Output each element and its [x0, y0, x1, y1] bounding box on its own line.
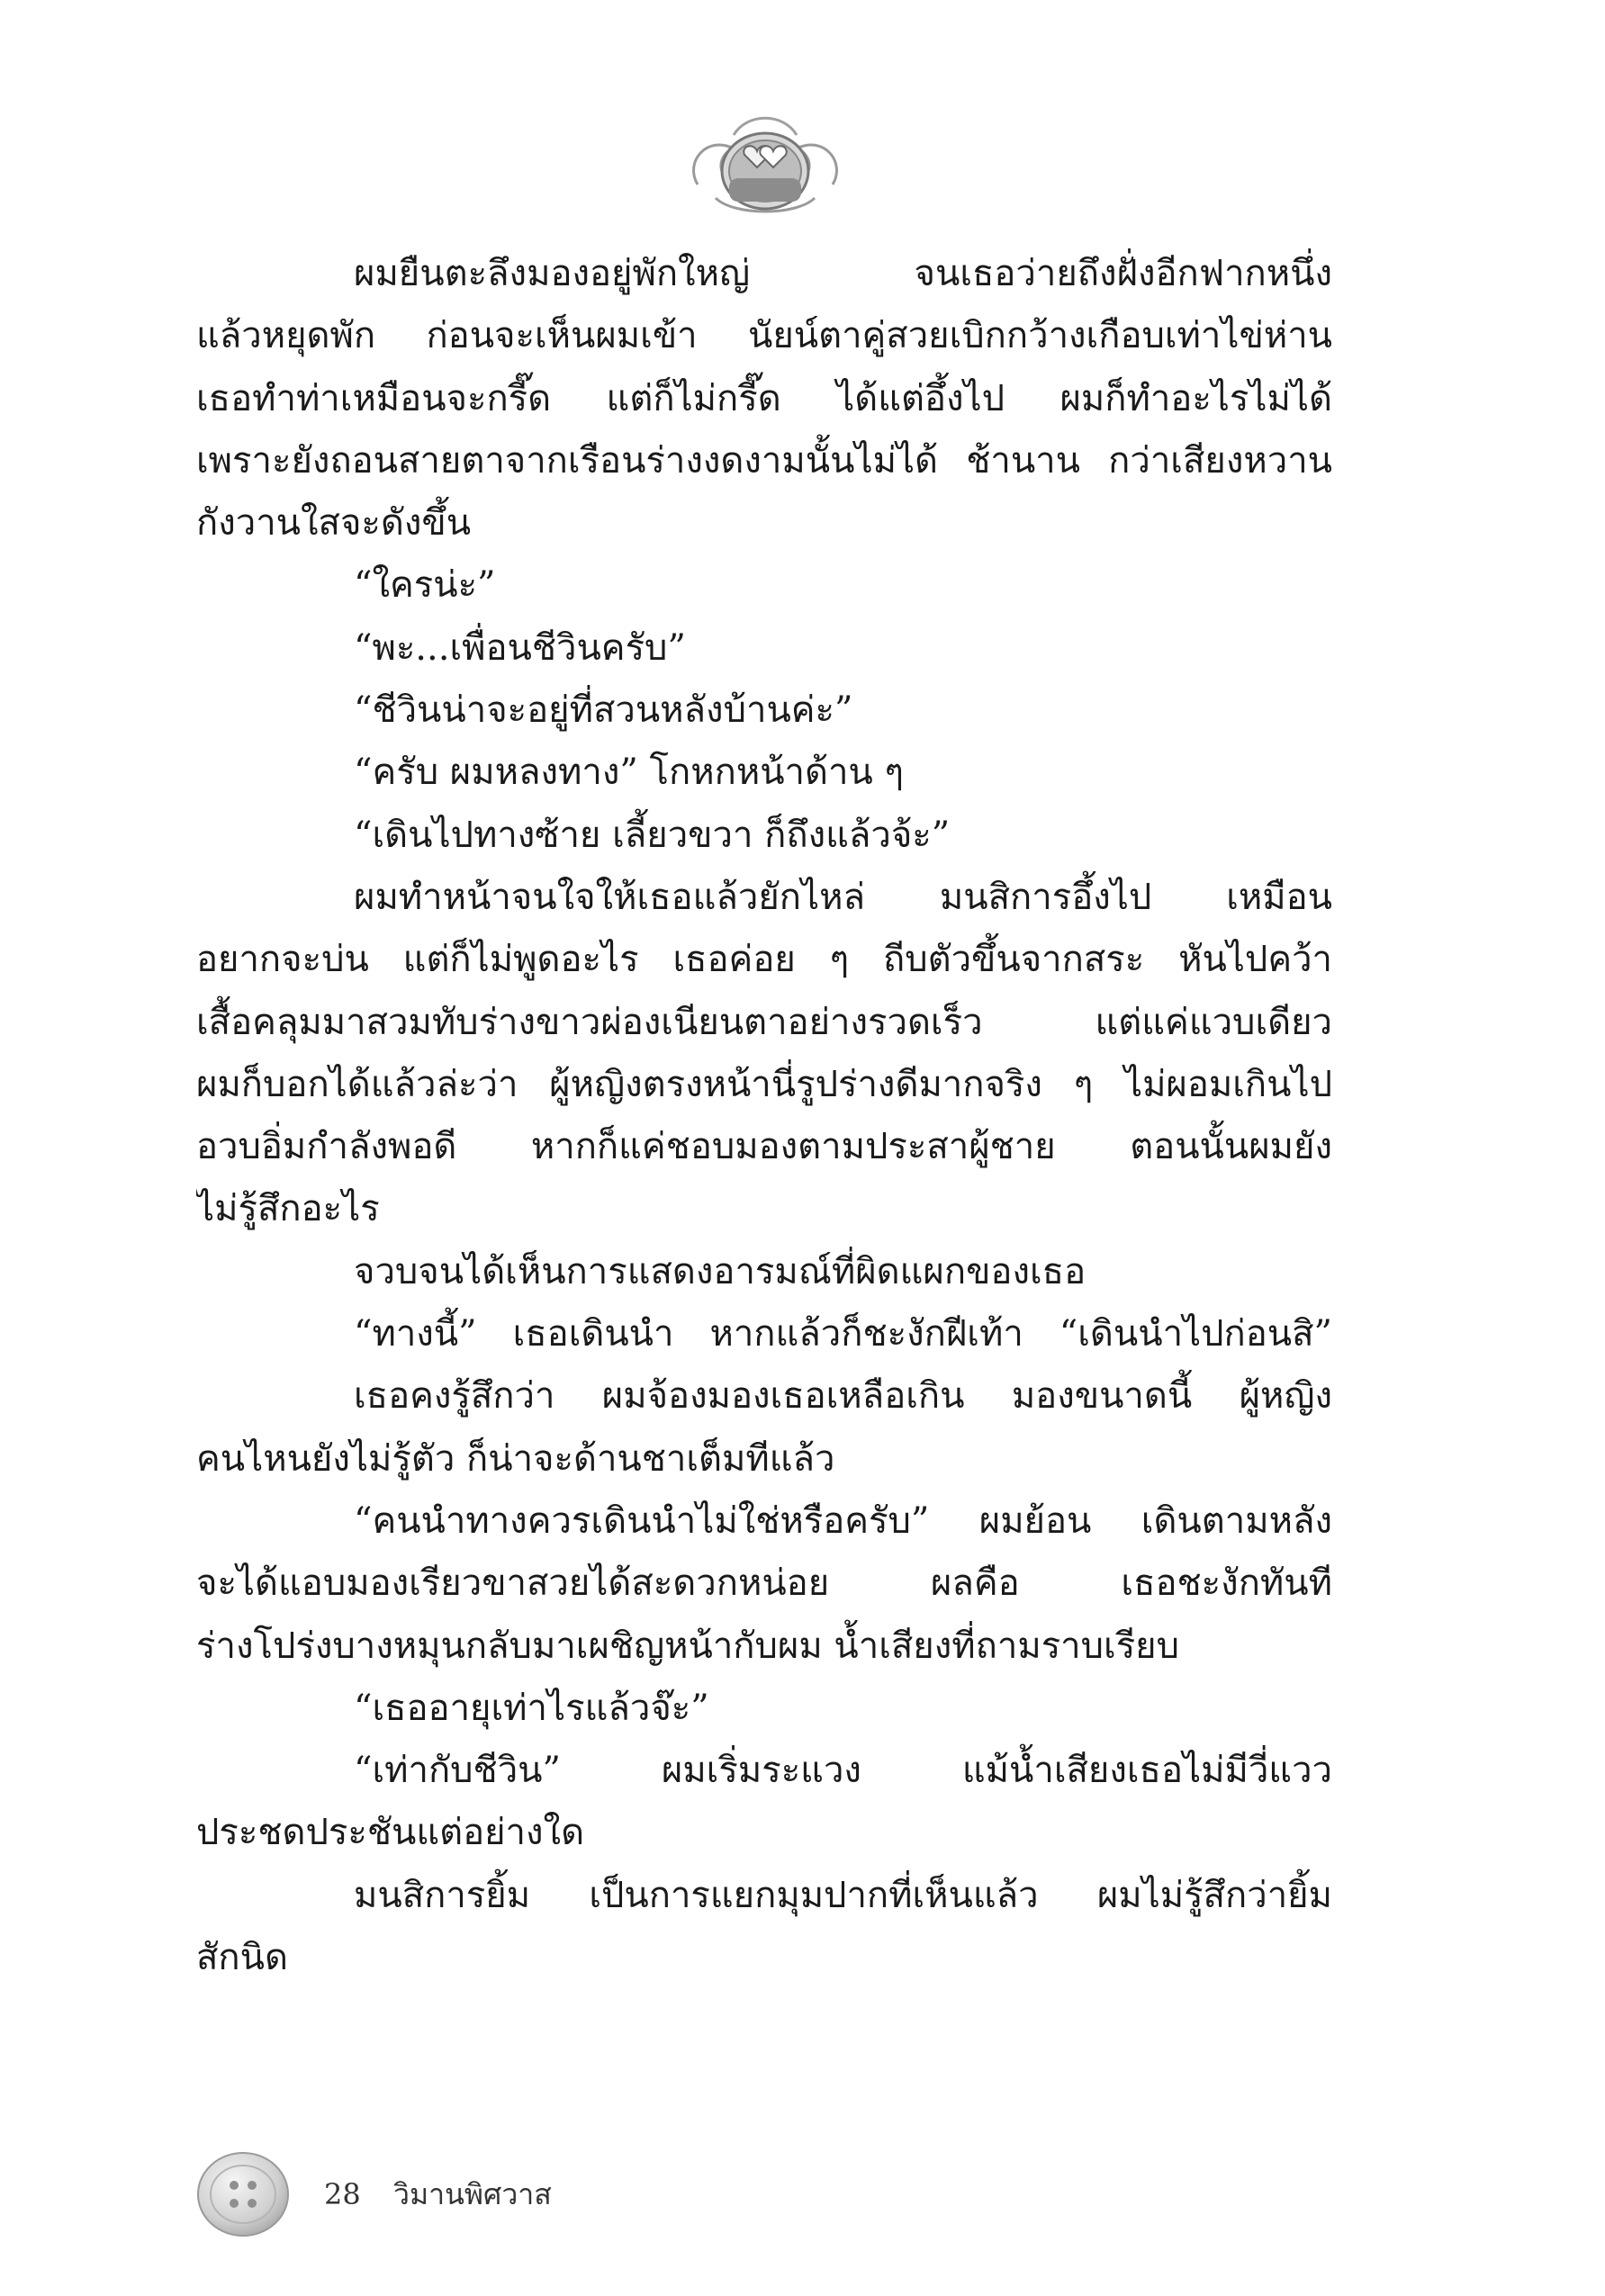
dialogue-line: “เดินไปทางซ้าย เลี้ยวขวา ก็ถึงแล้วจ้ะ”: [354, 814, 951, 856]
body-text: [196, 243, 1332, 1989]
dialogue-line: “เท่ากับชีวิน” ผมเริ่มระแวง แม้น้ำเสียงเธอไม่มีวี่แวว: [354, 1750, 1332, 1792]
dialogue-line: “เธออายุเท่าไรแล้วจ๊ะ”: [354, 1687, 709, 1729]
dialogue-line: “ชีวินน่าจะอยู่ที่สวนหลังบ้านค่ะ”: [354, 689, 853, 732]
button-icon: [194, 2142, 293, 2241]
text-line: จะได้แอบมองเรียวขาสวยได้สะดวกหน่อย ผลคือ เธอชะงักทันที: [196, 1562, 1332, 1605]
text-line: ประชดประชันแต่อย่างใด: [196, 1812, 585, 1854]
text-line: สักนิด: [196, 1937, 288, 1979]
text-line: ผมก็บอกได้แล้วล่ะว่า ผู้หญิงตรงหน้านี่รูปร่างดีมากจริง ๆ ไม่ผอมเกินไป: [196, 1063, 1332, 1105]
dialogue-line: “ใครน่ะ”: [354, 564, 496, 607]
text-line: แล้วหยุดพัก ก่อนจะเห็นผมเข้า นัยน์ตาคู่สวยเบิกกว้างเกือบเท่าไข่ห่าน: [196, 315, 1332, 357]
text-line: คนไหนยังไม่รู้ตัว ก็น่าจะด้านชาเต็มทีแล้ว: [196, 1437, 835, 1480]
dialogue-line: “ทางนี้” เธอเดินนำ หากแล้วก็ชะงักฝีเท้า “เดินนำไปก่อนสิ”: [354, 1313, 1332, 1355]
text-line: เสื้อคลุมมาสวมทับร่างขาวผ่องเนียนตาอย่างรวดเร็ว แต่แค่แวบเดียว: [196, 1001, 1332, 1043]
dialogue-line: “คนนำทางควรเดินนำไม่ใช่หรือครับ” ผมย้อน เดินตามหลัง: [354, 1499, 1332, 1542]
page-number: 28: [324, 2177, 361, 2211]
text-line: จวบจนได้เห็นการแสดงอารมณ์ที่ผิดแผกของเธอ: [354, 1250, 1087, 1292]
page-footer: [194, 2142, 734, 2241]
text-line: อยากจะบ่น แต่ก็ไม่พูดอะไร เธอค่อย ๆ ถีบตัวขึ้นจากสระ หันไปคว้า: [196, 939, 1332, 981]
text-line: เพราะยังถอนสายตาจากเรือนร่างงดงามนั้นไม่ได้ ช้านาน กว่าเสียงหวาน: [196, 439, 1332, 482]
text-line: มนสิการยิ้ม เป็นการแยกมุมปากที่เห็นแล้ว ผมไม่รู้สึกว่ายิ้ม: [354, 1874, 1332, 1916]
text-line: ผมทำหน้าจนใจให้เธอแล้วยักไหล่ มนสิการอึ้งไป เหมือน: [354, 876, 1332, 918]
text-line: เธอทำท่าเหมือนจะกรี๊ด แต่ก็ไม่กรี๊ด ได้แต่อึ้งไป ผมก็ทำอะไรไม่ได้: [196, 377, 1332, 419]
text-line: ไม่รู้สึกอะไร: [196, 1188, 380, 1230]
text-line: เธอคงรู้สึกว่า ผมจ้องมองเธอเหลือเกิน มองขนาดนี้ ผู้หญิง: [354, 1375, 1332, 1418]
text-line: ผมยืนตะลึงมองอยู่พักใหญ่ จนเธอว่ายถึงฝั่งอีกฟากหนึ่ง: [354, 253, 1332, 294]
ornamental-crest-icon: [680, 99, 851, 234]
dialogue-line: “พะ...เพื่อนชีวินครับ”: [354, 626, 686, 669]
dialogue-line: “ครับ ผมหลงทาง” โกหกหน้าด้าน ๆ: [354, 752, 904, 794]
text-line: กังวานใสจะดังขึ้น: [196, 502, 472, 545]
text-line: อวบอิ่มกำลังพอดี หากก็แค่ชอบมองตามประสาผู้ชาย ตอนนั้นผมยัง: [196, 1126, 1332, 1168]
book-title: วิมานพิศวาส: [393, 2177, 552, 2211]
text-line: ร่างโปร่งบางหมุนกลับมาเผชิญหน้ากับผม น้ำเสียงที่ถามราบเรียบ: [196, 1625, 1180, 1667]
